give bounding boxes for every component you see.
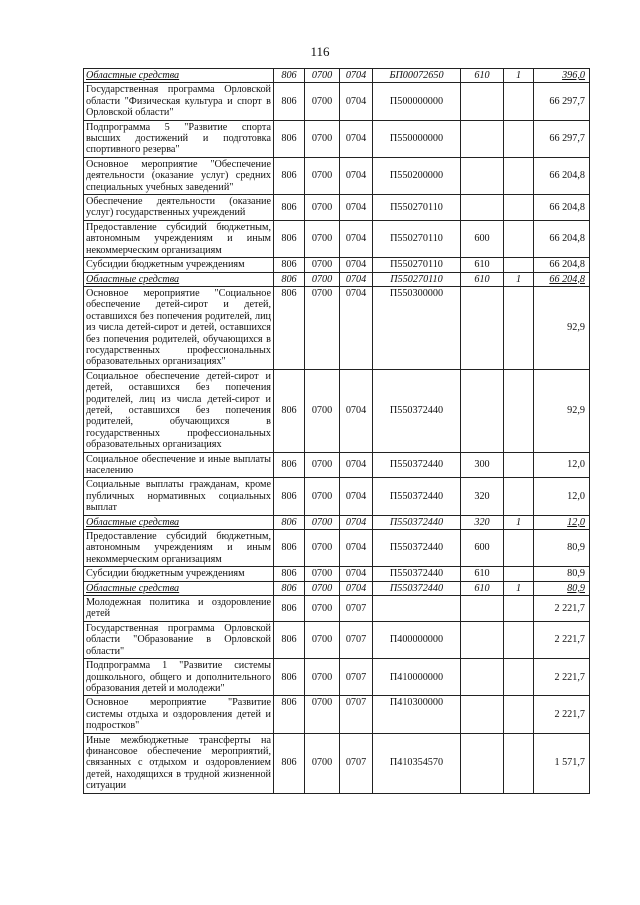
cell-grbs: 806 — [274, 220, 305, 257]
cell-amount: 12,0 — [534, 452, 590, 478]
cell-grbs: 806 — [274, 272, 305, 286]
cell-expense-type — [461, 659, 504, 696]
cell-expense-type: 610 — [461, 69, 504, 83]
cell-target-article: П550372440 — [373, 567, 461, 581]
cell-section: 0700 — [305, 567, 340, 581]
cell-source: 1 — [504, 69, 534, 83]
cell-source — [504, 157, 534, 194]
cell-target-article: П410354570 — [373, 733, 461, 793]
cell-amount: 80,9 — [534, 530, 590, 567]
table-row — [84, 659, 590, 696]
table-body — [84, 69, 590, 794]
cell-amount: 66 204,8 — [534, 157, 590, 194]
cell-amount: 92,9 — [534, 369, 590, 452]
cell-grbs: 806 — [274, 733, 305, 793]
cell-section: 0700 — [305, 195, 340, 221]
cell-name: Подпрограмма 1 "Развитие системы дошкольного, общего и дополнительного образования детей и молодежи" — [84, 659, 274, 696]
cell-subsection: 0704 — [340, 478, 373, 515]
table-row — [84, 596, 590, 622]
cell-expense-type: 320 — [461, 478, 504, 515]
cell-subsection: 0704 — [340, 515, 373, 529]
cell-target-article: П400000000 — [373, 621, 461, 658]
cell-subsection: 0704 — [340, 69, 373, 83]
cell-source — [504, 567, 534, 581]
cell-subsection: 0704 — [340, 195, 373, 221]
cell-name: Основное мероприятие "Развитие системы отдыха и оздоровления детей и подростков" — [84, 696, 274, 733]
cell-subsection: 0707 — [340, 733, 373, 793]
cell-source: 1 — [504, 515, 534, 529]
cell-expense-type: 610 — [461, 581, 504, 595]
cell-section: 0700 — [305, 369, 340, 452]
cell-target-article: П550270110 — [373, 195, 461, 221]
cell-amount: 2 221,7 — [534, 659, 590, 696]
cell-target-article: П550270110 — [373, 272, 461, 286]
cell-expense-type — [461, 621, 504, 658]
cell-amount: 66 204,8 — [534, 258, 590, 272]
cell-section: 0700 — [305, 258, 340, 272]
cell-amount: 2 221,7 — [534, 621, 590, 658]
cell-target-article: П550372440 — [373, 515, 461, 529]
cell-subsection: 0704 — [340, 220, 373, 257]
cell-source — [504, 530, 534, 567]
cell-subsection: 0704 — [340, 258, 373, 272]
cell-subsection: 0707 — [340, 696, 373, 733]
cell-expense-type — [461, 83, 504, 120]
cell-expense-type — [461, 696, 504, 733]
cell-target-article: П550372440 — [373, 452, 461, 478]
cell-subsection: 0704 — [340, 157, 373, 194]
cell-target-article: П410300000 — [373, 696, 461, 733]
cell-subsection: 0707 — [340, 659, 373, 696]
cell-name: Государственная программа Орловской области "Образование в Орловской области" — [84, 621, 274, 658]
cell-name: Социальное обеспечение детей-сирот и детей, оставшихся без попечения родителей, лиц из числа детей-сирот и детей, оставшихся без попечения родителей, обучающихся в государственных профессиональных образовательных организациях — [84, 369, 274, 452]
table-row — [84, 369, 590, 452]
cell-grbs: 806 — [274, 478, 305, 515]
cell-name: Предоставление субсидий бюджетным, автономным учреждениям и иным некоммерческим организациям — [84, 220, 274, 257]
cell-section: 0700 — [305, 696, 340, 733]
cell-section: 0700 — [305, 452, 340, 478]
cell-expense-type — [461, 596, 504, 622]
cell-source: 1 — [504, 272, 534, 286]
cell-target-article: П550372440 — [373, 369, 461, 452]
cell-subsection: 0704 — [340, 272, 373, 286]
cell-expense-type: 610 — [461, 272, 504, 286]
cell-subsection: 0704 — [340, 369, 373, 452]
cell-amount: 2 221,7 — [534, 596, 590, 622]
cell-source: 1 — [504, 581, 534, 595]
cell-expense-type: 600 — [461, 220, 504, 257]
cell-name: Подпрограмма 5 "Развитие спорта высших достижений и подготовка спортивного резерва" — [84, 120, 274, 157]
cell-section: 0700 — [305, 581, 340, 595]
cell-amount: 80,9 — [534, 581, 590, 595]
table-row — [84, 478, 590, 515]
cell-name: Областные средства — [84, 272, 274, 286]
table-row — [84, 530, 590, 567]
cell-name: Областные средства — [84, 69, 274, 83]
cell-section: 0700 — [305, 515, 340, 529]
budget-table — [83, 68, 590, 794]
cell-expense-type — [461, 195, 504, 221]
cell-name: Субсидии бюджетным учреждениям — [84, 258, 274, 272]
cell-target-article: П550270110 — [373, 258, 461, 272]
cell-section: 0700 — [305, 530, 340, 567]
table-row — [84, 258, 590, 272]
cell-subsection: 0704 — [340, 120, 373, 157]
cell-source — [504, 195, 534, 221]
cell-grbs: 806 — [274, 258, 305, 272]
cell-source — [504, 452, 534, 478]
cell-expense-type — [461, 120, 504, 157]
table-row — [84, 581, 590, 595]
cell-expense-type: 320 — [461, 515, 504, 529]
cell-source — [504, 696, 534, 733]
cell-section: 0700 — [305, 220, 340, 257]
cell-grbs: 806 — [274, 696, 305, 733]
table-row — [84, 83, 590, 120]
cell-source — [504, 659, 534, 696]
cell-target-article: П550372440 — [373, 478, 461, 515]
cell-source — [504, 596, 534, 622]
cell-source — [504, 621, 534, 658]
cell-target-article: БП00072650 — [373, 69, 461, 83]
cell-amount: 66 204,8 — [534, 220, 590, 257]
cell-section: 0700 — [305, 478, 340, 515]
cell-amount: 66 204,8 — [534, 195, 590, 221]
cell-section: 0700 — [305, 286, 340, 369]
cell-section: 0700 — [305, 157, 340, 194]
cell-section: 0700 — [305, 69, 340, 83]
cell-amount: 396,0 — [534, 69, 590, 83]
cell-grbs: 806 — [274, 286, 305, 369]
cell-name: Обеспечение деятельности (оказание услуг) государственных учреждений — [84, 195, 274, 221]
cell-expense-type: 610 — [461, 258, 504, 272]
cell-grbs: 806 — [274, 195, 305, 221]
cell-subsection: 0704 — [340, 286, 373, 369]
cell-name: Социальное обеспечение и иные выплаты населению — [84, 452, 274, 478]
cell-source — [504, 258, 534, 272]
table-row — [84, 69, 590, 83]
table-row — [84, 286, 590, 369]
cell-amount: 12,0 — [534, 515, 590, 529]
cell-expense-type: 600 — [461, 530, 504, 567]
cell-grbs: 806 — [274, 369, 305, 452]
cell-section: 0700 — [305, 659, 340, 696]
page-number: 116 — [310, 44, 330, 59]
cell-grbs: 806 — [274, 515, 305, 529]
cell-source — [504, 286, 534, 369]
cell-expense-type — [461, 733, 504, 793]
cell-source — [504, 733, 534, 793]
cell-name: Социальные выплаты гражданам, кроме публичных нормативных социальных выплат — [84, 478, 274, 515]
cell-amount: 66 204,8 — [534, 272, 590, 286]
cell-name: Субсидии бюджетным учреждениям — [84, 567, 274, 581]
cell-grbs: 806 — [274, 83, 305, 120]
table-row — [84, 733, 590, 793]
cell-amount: 12,0 — [534, 478, 590, 515]
cell-amount: 80,9 — [534, 567, 590, 581]
cell-grbs: 806 — [274, 530, 305, 567]
cell-expense-type — [461, 369, 504, 452]
cell-target-article: П550200000 — [373, 157, 461, 194]
cell-expense-type — [461, 286, 504, 369]
cell-amount: 2 221,7 — [534, 696, 590, 733]
table-row — [84, 515, 590, 529]
cell-subsection: 0707 — [340, 621, 373, 658]
cell-subsection: 0704 — [340, 581, 373, 595]
table-row — [84, 195, 590, 221]
cell-grbs: 806 — [274, 157, 305, 194]
cell-expense-type: 300 — [461, 452, 504, 478]
cell-name: Основное мероприятие "Обеспечение деятельности (оказание услуг) средних специальных учебных заведений" — [84, 157, 274, 194]
table-row — [84, 452, 590, 478]
cell-grbs: 806 — [274, 596, 305, 622]
cell-subsection: 0704 — [340, 567, 373, 581]
cell-name: Основное мероприятие "Социальное обеспечение детей-сирот и детей, оставшихся без попечения родителей, лиц из числа детей-сирот и детей, оставшихся без попечения родителей, обучающихся в государственных профессиональных образовательных организациях" — [84, 286, 274, 369]
cell-target-article: П550270110 — [373, 220, 461, 257]
cell-source — [504, 83, 534, 120]
cell-name: Государственная программа Орловской области "Физическая культура и спорт в Орловской области" — [84, 83, 274, 120]
table-row — [84, 120, 590, 157]
cell-source — [504, 120, 534, 157]
cell-target-article: П410000000 — [373, 659, 461, 696]
table-row — [84, 272, 590, 286]
cell-target-article: П550300000 — [373, 286, 461, 369]
cell-grbs: 806 — [274, 452, 305, 478]
cell-subsection: 0707 — [340, 596, 373, 622]
cell-subsection: 0704 — [340, 83, 373, 120]
table-row — [84, 567, 590, 581]
cell-target-article: П500000000 — [373, 83, 461, 120]
cell-amount: 66 297,7 — [534, 83, 590, 120]
cell-source — [504, 369, 534, 452]
cell-grbs: 806 — [274, 567, 305, 581]
cell-name: Областные средства — [84, 581, 274, 595]
cell-target-article: П550000000 — [373, 120, 461, 157]
cell-grbs: 806 — [274, 581, 305, 595]
cell-target-article: П550372440 — [373, 581, 461, 595]
cell-amount: 92,9 — [534, 286, 590, 369]
cell-name: Областные средства — [84, 515, 274, 529]
cell-expense-type — [461, 157, 504, 194]
cell-subsection: 0704 — [340, 530, 373, 567]
cell-source — [504, 478, 534, 515]
cell-grbs: 806 — [274, 120, 305, 157]
cell-section: 0700 — [305, 272, 340, 286]
cell-amount: 66 297,7 — [534, 120, 590, 157]
cell-section: 0700 — [305, 120, 340, 157]
table-row — [84, 696, 590, 733]
cell-subsection: 0704 — [340, 452, 373, 478]
table-row — [84, 157, 590, 194]
table-row — [84, 621, 590, 658]
cell-grbs: 806 — [274, 659, 305, 696]
cell-name: Молодежная политика и оздоровление детей — [84, 596, 274, 622]
cell-name: Предоставление субсидий бюджетным, автономным учреждениям и иным некоммерческим организациям — [84, 530, 274, 567]
cell-target-article — [373, 596, 461, 622]
cell-amount: 1 571,7 — [534, 733, 590, 793]
cell-source — [504, 220, 534, 257]
cell-section: 0700 — [305, 621, 340, 658]
cell-target-article: П550372440 — [373, 530, 461, 567]
cell-section: 0700 — [305, 596, 340, 622]
cell-section: 0700 — [305, 733, 340, 793]
cell-grbs: 806 — [274, 621, 305, 658]
cell-grbs: 806 — [274, 69, 305, 83]
cell-section: 0700 — [305, 83, 340, 120]
cell-name: Иные межбюджетные трансферты на финансовое обеспечение мероприятий, связанных с отдыхом и оздоровлением детей, находящихся в трудной жизненной ситуации — [84, 733, 274, 793]
cell-expense-type: 610 — [461, 567, 504, 581]
table-row — [84, 220, 590, 257]
